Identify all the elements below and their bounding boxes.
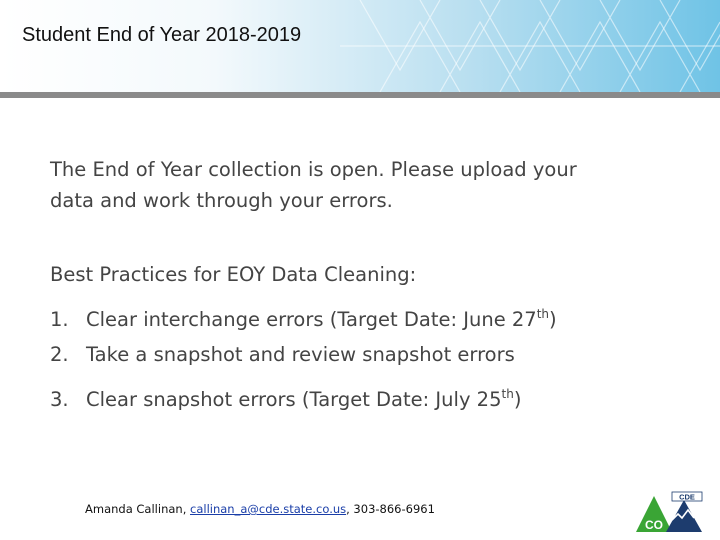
logo-cde-text: CDE	[679, 492, 695, 502]
ordinal-suffix: th	[501, 387, 514, 401]
list-tail: )	[513, 388, 522, 411]
list-tail: )	[549, 308, 557, 331]
list-item	[50, 339, 515, 370]
practices-heading: Best Practices for EOY Data Cleaning:	[50, 263, 417, 286]
intro-paragraph	[50, 154, 577, 216]
intro-line-2: data and work through your errors.	[50, 189, 393, 212]
contact-name: Amanda Callinan,	[85, 502, 191, 516]
list-text: Clear snapshot errors (Target Date: July 25	[86, 388, 502, 411]
list-number: 2.	[50, 343, 69, 366]
intro-line-1: The End of Year collection is open. Please upload your	[50, 158, 577, 181]
page-title: Student End of Year 2018-2019	[22, 24, 302, 46]
list-text: Take a snapshot and review snapshot errors	[86, 343, 515, 366]
cde-logo	[632, 490, 704, 534]
email-link[interactable]: callinan_a@cde.state.co.us	[190, 502, 347, 516]
list-item	[50, 379, 521, 415]
header-banner	[0, 0, 720, 92]
logo-co-text: CO	[645, 518, 663, 532]
contact-footer	[85, 502, 435, 516]
list-number: 3.	[50, 388, 69, 411]
contact-phone: , 303-866-6961	[346, 502, 435, 516]
list-item	[50, 299, 557, 335]
list-text: Clear interchange errors (Target Date: June 27	[86, 308, 537, 331]
list-number: 1.	[50, 308, 69, 331]
ordinal-suffix: th	[536, 307, 550, 321]
header-divider	[0, 92, 720, 98]
